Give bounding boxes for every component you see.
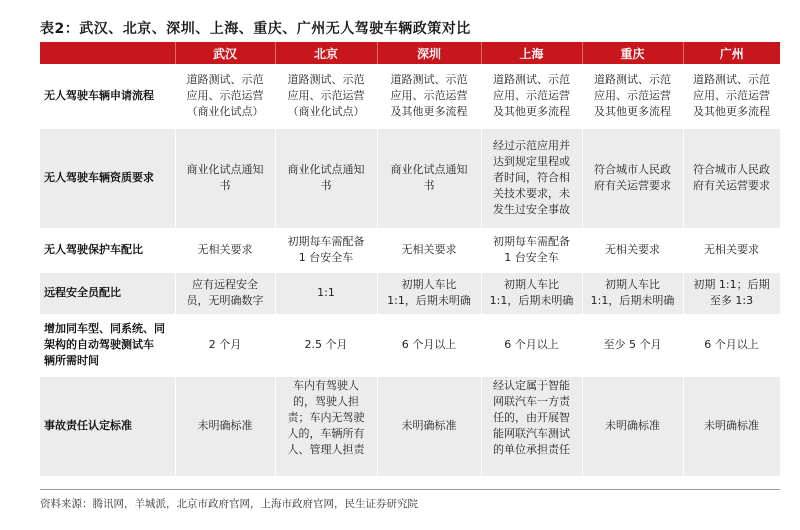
table-cell: 商业化试点通知 书	[275, 128, 377, 228]
table-cell: 无相关要求	[582, 228, 683, 272]
table-cell: 应有远程安全 员，无明确数字	[175, 272, 275, 314]
table-bottom-rule	[40, 489, 780, 490]
row-label: 事故责任认定标准	[40, 376, 175, 476]
table-cell: 无相关要求	[683, 228, 780, 272]
table-cell: 6 个月以上	[481, 314, 582, 376]
table-cell: 未明确标准	[582, 376, 683, 476]
table-cell: 车内有驾驶人 的，驾驶人担 责；车内无驾驶 人的，车辆所有 人、管理人担责	[275, 376, 377, 476]
table-cell: 初期 1:1；后期 至多 1:3	[683, 272, 780, 314]
header-chongqing: 重庆	[582, 42, 683, 64]
table-cell: 初期人车比 1:1，后期未明确	[377, 272, 481, 314]
table-cell: 初期每车需配备 1 台安全车	[481, 228, 582, 272]
table-cell: 商业化试点通知 书	[175, 128, 275, 228]
table-cell: 2 个月	[175, 314, 275, 376]
table-cell: 初期人车比 1:1，后期未明确	[582, 272, 683, 314]
header-wuhan: 武汉	[175, 42, 275, 64]
table-cell: 道路测试、示范 应用、示范运营 及其他更多流程	[481, 64, 582, 128]
row-label: 无人驾驶车辆申请流程	[40, 64, 175, 128]
header-row	[40, 42, 780, 64]
table-cell: 至少 5 个月	[582, 314, 683, 376]
row-label: 无人驾驶车辆资质要求	[40, 128, 175, 228]
table-row-remote-safety-officer	[40, 272, 780, 314]
table-cell: 经过示范应用并 达到规定里程或 者时间，符合相 关技术要求，未 发生过安全事故	[481, 128, 582, 228]
table-cell: 1:1	[275, 272, 377, 314]
table-cell: 无相关要求	[377, 228, 481, 272]
header-shenzhen: 深圳	[377, 42, 481, 64]
table-cell: 2.5 个月	[275, 314, 377, 376]
table-cell: 商业化试点通知 书	[377, 128, 481, 228]
table-title: 表2：武汉、北京、深圳、上海、重庆、广州无人驾驶车辆政策对比	[40, 21, 471, 37]
header-guangzhou: 广州	[683, 42, 780, 64]
table-cell: 未明确标准	[175, 376, 275, 476]
table-cell: 符合城市人民政 府有关运营要求	[683, 128, 780, 228]
table-cell: 未明确标准	[377, 376, 481, 476]
table-cell: 6 个月以上	[377, 314, 481, 376]
header-corner	[40, 42, 175, 64]
table-cell: 道路测试、示范 应用、示范运营 （商业化试点）	[175, 64, 275, 128]
table-row-accident-liability	[40, 376, 780, 476]
table-cell: 初期人车比 1:1，后期未明确	[481, 272, 582, 314]
header-beijing: 北京	[275, 42, 377, 64]
table-row-test-vehicle-time	[40, 314, 780, 376]
table-cell: 道路测试、示范 应用、示范运营 （商业化试点）	[275, 64, 377, 128]
table-cell: 道路测试、示范 应用、示范运营 及其他更多流程	[377, 64, 481, 128]
policy-comparison-table	[40, 42, 781, 477]
row-label: 无人驾驶保护车配比	[40, 228, 175, 272]
row-label: 增加同车型、同系统、同 架构的自动驾驶测试车 辆所需时间	[40, 314, 175, 376]
table-row-qualification	[40, 128, 780, 228]
table-cell: 6 个月以上	[683, 314, 780, 376]
table-cell: 符合城市人民政 府有关运营要求	[582, 128, 683, 228]
table-cell: 道路测试、示范 应用、示范运营 及其他更多流程	[582, 64, 683, 128]
table-row-application-process	[40, 64, 780, 128]
row-label: 远程安全员配比	[40, 272, 175, 314]
table-cell: 未明确标准	[683, 376, 780, 476]
table-cell: 无相关要求	[175, 228, 275, 272]
source-note: 资料来源：腾讯网，羊城派，北京市政府官网，上海市政府官网，民生证券研究院	[40, 498, 418, 510]
table-cell: 道路测试、示范 应用、示范运营 及其他更多流程	[683, 64, 780, 128]
table-cell: 经认定属于智能 网联汽车一方责 任的，由开展智 能网联汽车测试 的单位承担责任	[481, 376, 582, 476]
table-row-safety-vehicle	[40, 228, 780, 272]
table-cell: 初期每车需配备 1 台安全车	[275, 228, 377, 272]
header-shanghai: 上海	[481, 42, 582, 64]
